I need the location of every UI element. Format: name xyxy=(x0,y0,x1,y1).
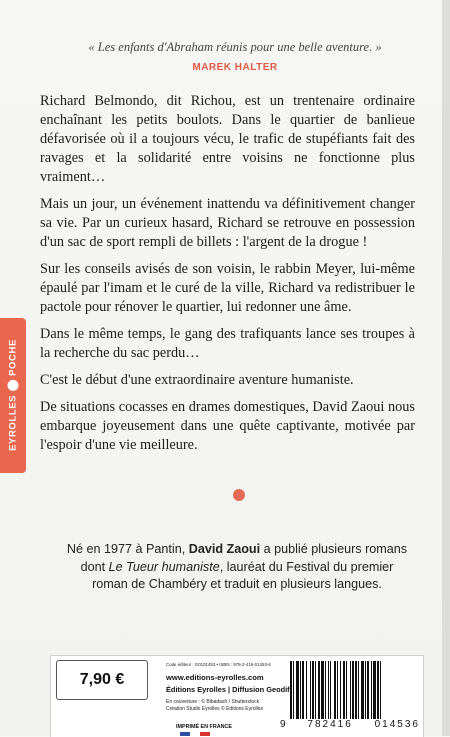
bio-book-title: Le Tueur humaniste xyxy=(108,559,220,574)
synopsis-paragraph: Richard Belmondo, dit Richou, est un trentenaire ordinaire enchaînant les petits boulots. Dans le quartier de banlieue défavorisée où il a toujours vécu, le trafic de stupéfiants fait des ravages et la solidarité entre voisins ne fonctionne plus vraiment… xyxy=(40,93,415,185)
credit-line: En couverture : © Bibadash / Shutterstock xyxy=(166,699,260,705)
price-box: 7,90 € xyxy=(56,660,148,700)
publisher-codes: Code éditeur : G0101453 • ISBN : 978-2-416-01453-6 xyxy=(166,662,271,667)
synopsis-paragraph: De situations cocasses en drames domestiques, David Zaoui nous embarque joyeusement dans une quête captivante, motivée par l'espoir d'une vie meilleure. xyxy=(40,399,415,453)
printed-in: IMPRIMÉ EN FRANCE xyxy=(176,724,233,730)
synopsis-paragraph: Mais un jour, un événement inattendu va définitivement changer sa vie. Par un curieux hasard, Richard se retrouve en possession d'un sac de sport rempli de billets : l'argent de la drogue ! xyxy=(40,196,415,250)
bio-text: Né en 1977 à Pantin, xyxy=(66,542,189,556)
review-quote: « Les enfants d'Abraham réunis pour une belle aventure. » xyxy=(88,40,382,54)
bio-text: , lauréat du Festival du premier roman de Chambéry et traduit en plusieurs langues. xyxy=(92,559,394,591)
publisher-website: www.editions-eyrolles.com xyxy=(166,673,264,682)
synopsis xyxy=(40,92,415,463)
badge-circle-icon xyxy=(8,380,19,391)
isbn-digit-group: 782416 xyxy=(307,719,353,730)
badge-left-text: EYROLLES xyxy=(7,394,19,451)
isbn-digit-group: 9 xyxy=(280,719,286,730)
badge-right-text: POCHE xyxy=(7,339,19,376)
barcode-icon xyxy=(288,661,418,719)
collection-label xyxy=(8,339,19,451)
synopsis-paragraph: Sur les conseils avisés de son voisin, le rabbin Meyer, lui-même épaulé par l'imam et le curé de la ville, Richard va redistribuer le pactole pour rénover le quartier, lui redonner une âme. xyxy=(40,261,415,315)
collection-badge xyxy=(0,318,26,473)
france-flag-icon xyxy=(180,732,210,736)
bio-text: a publié plusieurs romans dont xyxy=(80,542,408,574)
publisher-name: Éditions Eyrolles | Diffusion Geodif xyxy=(166,685,290,694)
bio-author-name: David Zaoui xyxy=(188,542,261,556)
isbn-digit-group: 014536 xyxy=(374,719,420,730)
synopsis-paragraph: Dans le même temps, le gang des trafiquants lance ses troupes à la recherche du sac perdu… xyxy=(40,326,415,361)
credit-line: Création Studio Eyrolles © Éditions Eyrolles xyxy=(166,706,264,712)
quote-author: MAREK HALTER xyxy=(192,62,278,73)
author-bio xyxy=(62,541,412,594)
synopsis-paragraph: C'est le début d'une extraordinaire aventure humaniste. xyxy=(40,372,354,388)
isbn-number xyxy=(280,719,420,730)
page-edge xyxy=(442,0,450,736)
separator-dot xyxy=(233,489,245,501)
cover-credits xyxy=(166,699,263,713)
